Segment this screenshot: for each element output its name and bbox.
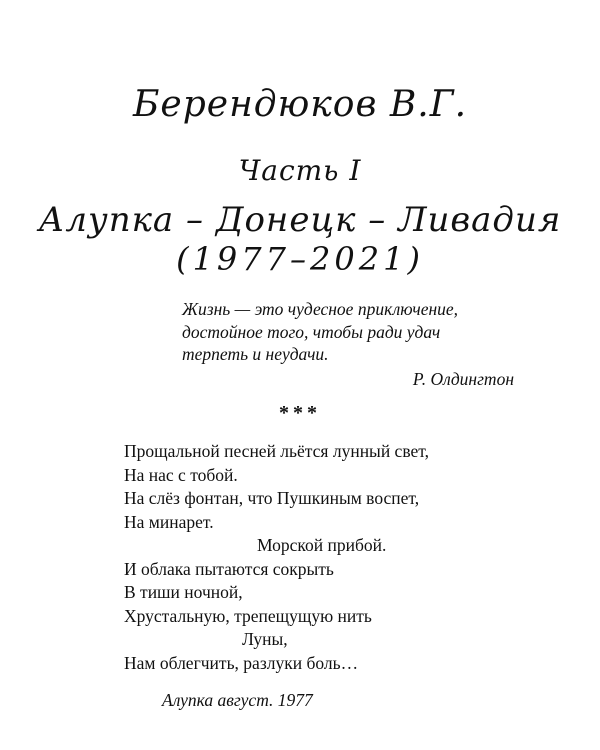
book-title: Алупка – Донецк – Ливадия xyxy=(38,200,562,240)
poem-signature: Алупка август. 1977 xyxy=(162,690,313,710)
part-heading: Часть I xyxy=(238,154,362,187)
epigraph-line: Жизнь — это чудесное приключение, xyxy=(182,299,459,319)
epigraph-author: Р. Олдингтон xyxy=(412,368,514,389)
poem-line: В тиши ночной, xyxy=(124,582,243,602)
author-name: Берендюков В.Г. xyxy=(132,84,468,125)
epigraph xyxy=(182,298,522,390)
poem-line: На слёз фонтан, что Пушкиным воспет, xyxy=(124,488,420,508)
poem-line: Морской прибой. xyxy=(257,535,387,555)
poem-line: Прощальной песней льётся лунный свет, xyxy=(124,441,429,461)
poem-line: И облака пытаются сокрыть xyxy=(124,558,334,579)
book-years: (1977–2021) xyxy=(176,240,424,278)
poem-line: На минарет. xyxy=(124,511,214,532)
poem xyxy=(124,440,429,675)
epigraph-line: достойное того, чтобы ради удач xyxy=(182,321,441,342)
poem-line: Нам облегчить, разлуки боль… xyxy=(124,652,359,673)
poem-line: Луны, xyxy=(242,629,288,649)
poem-line: Хрустальную, трепещущую нить xyxy=(124,605,372,626)
epigraph-line: терпеть и неудачи. xyxy=(182,344,329,364)
section-separator: *** xyxy=(279,402,321,424)
poem-line: На нас с тобой. xyxy=(124,464,238,485)
